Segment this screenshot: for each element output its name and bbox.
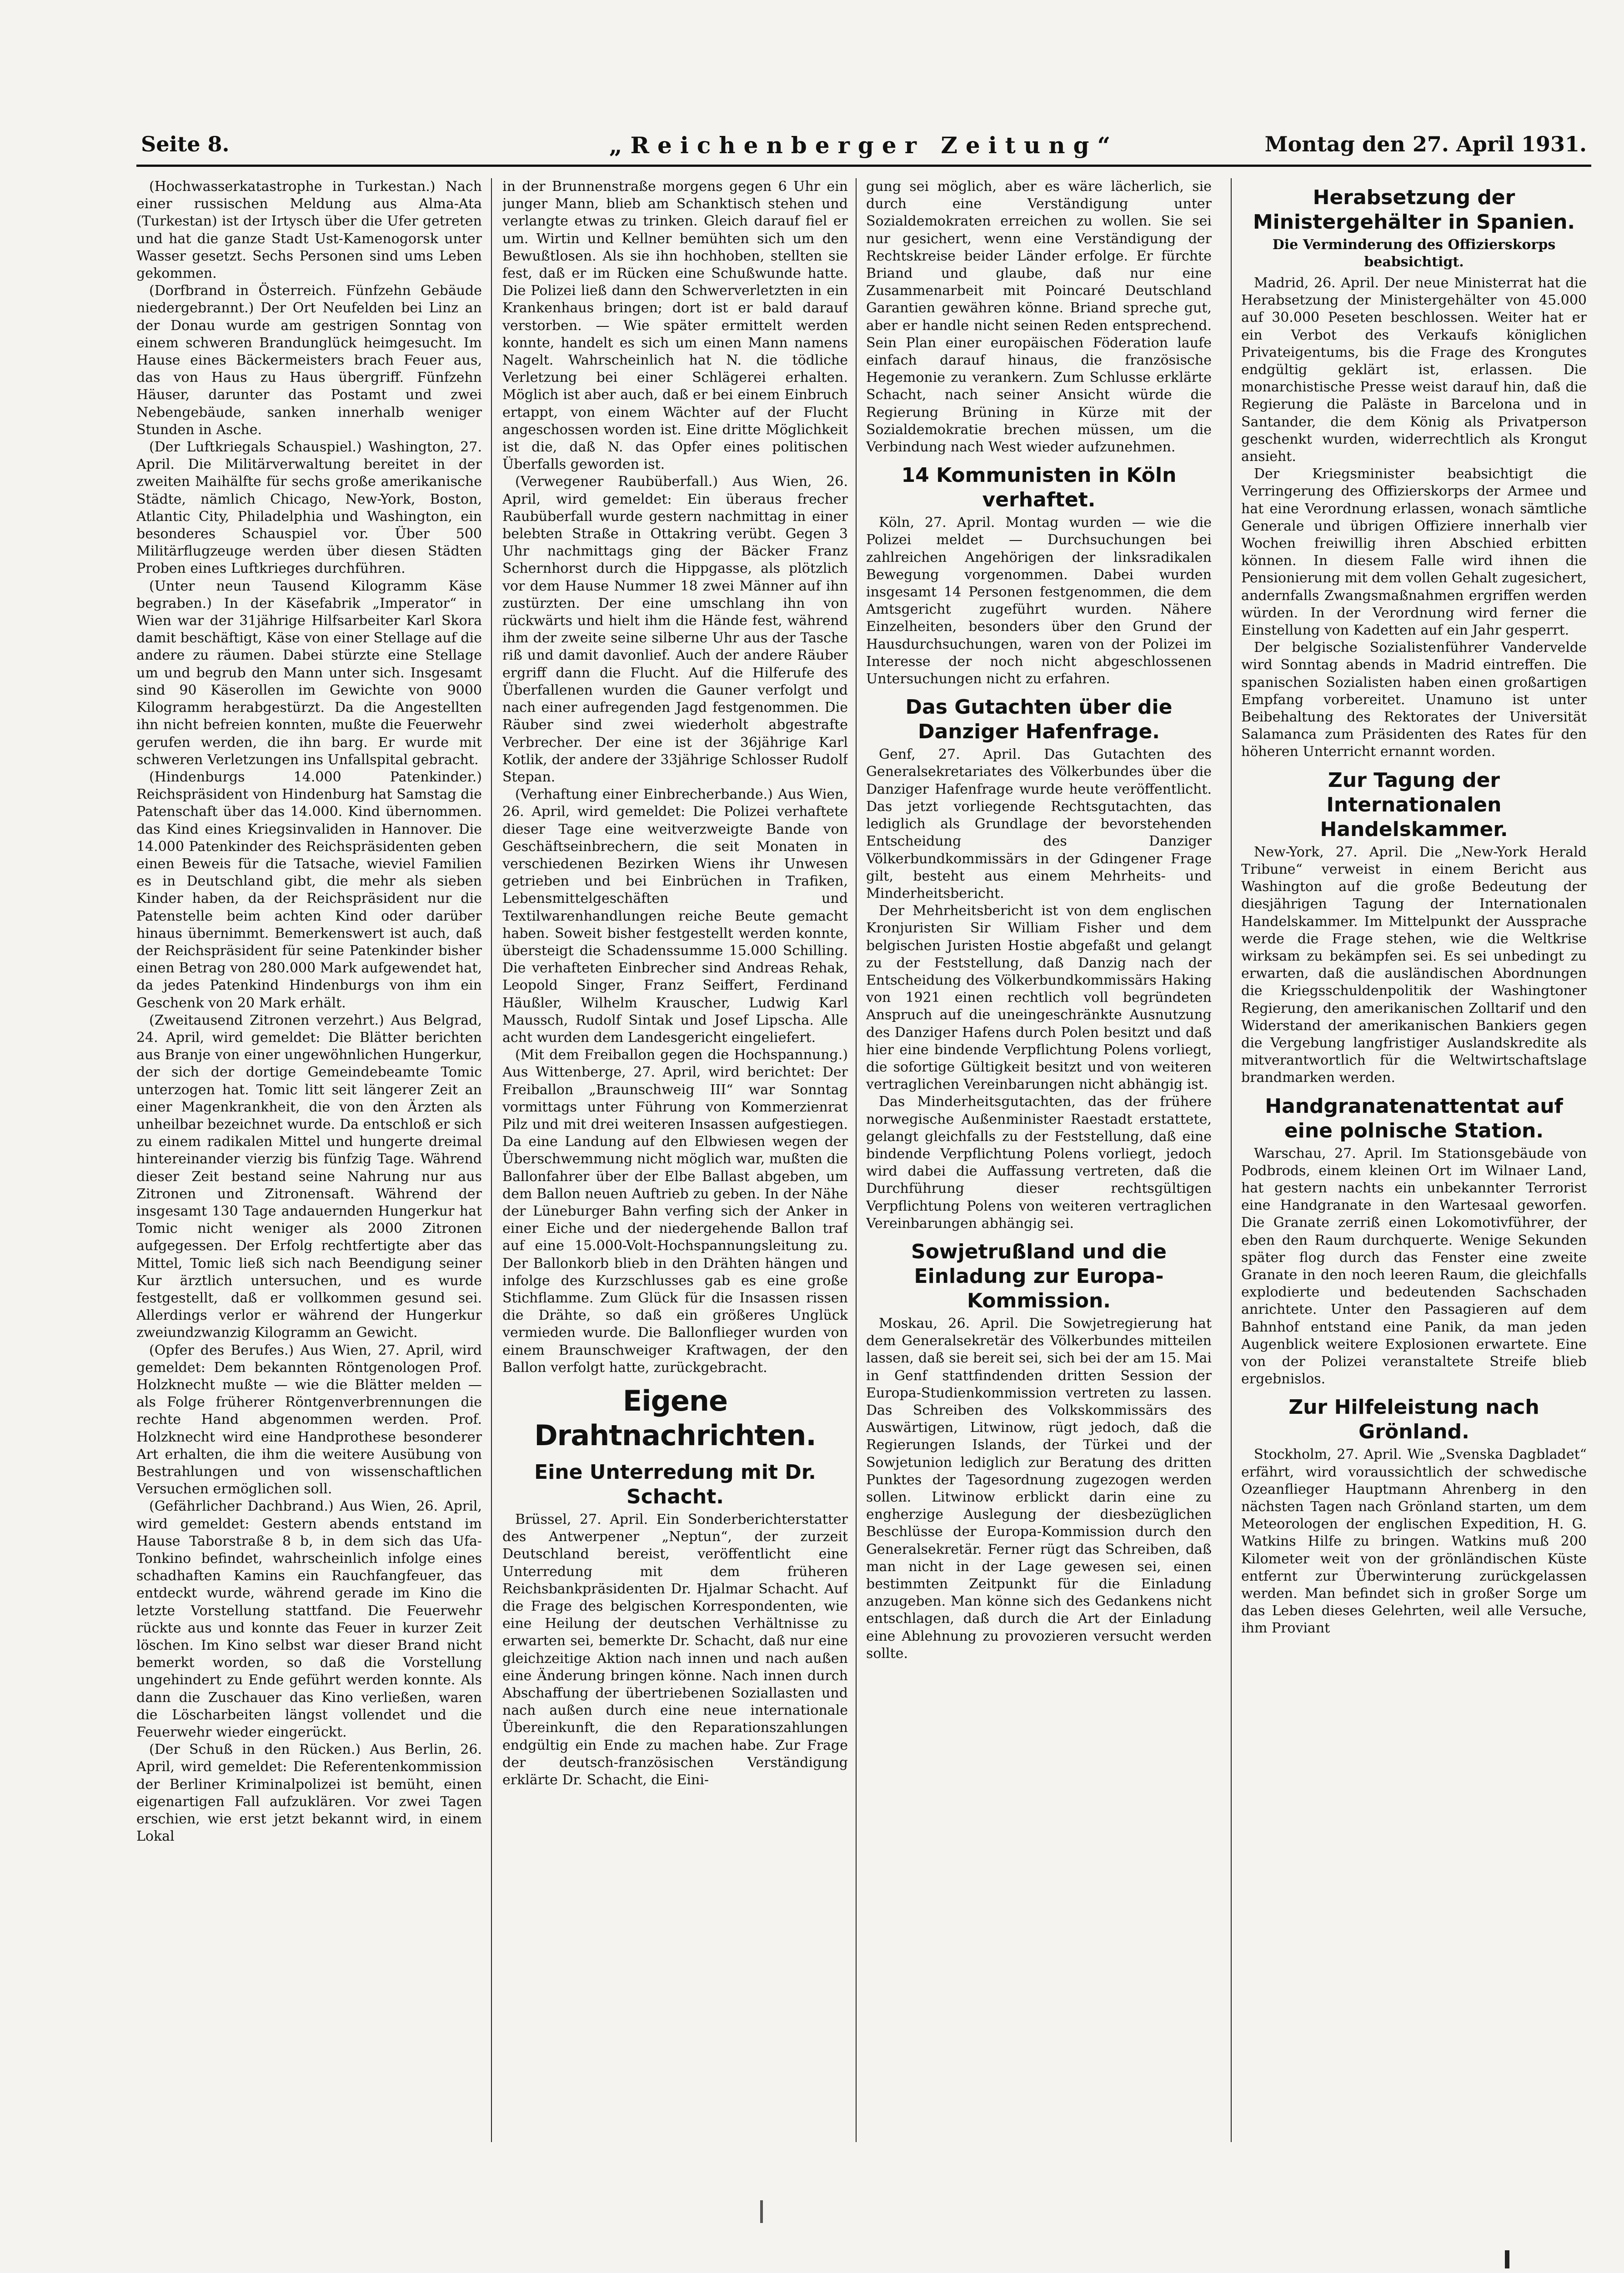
article-paragraph: Moskau, 26. April. Die Sowjetregierung hat dem Generalsekretär des Völkerbundes mitteilen lassen, daß sie bereit sei, sich bei der am 15. Mai in Genf stattfindenden dritten Session der Europa-Studienkommission vertreten zu lassen. Das Schreiben des Volkskommissärs des Auswärtigen, Litwinow, rügt jedoch, daß die Regierungen Islands, der Türkei und der Sowjetunion lediglich zur Beratung des dritten Punktes der Tagesordnung zugezogen werden sollen. Litwinow erblickt darin eine zu engherzige Auslegung der diesbezüglichen Beschlüsse der Europa-Kommission durch den Generalsekretär. Ferner rügt das Schreiben, daß man nicht in der Lage gewesen sei, einen bestimmten Zeitpunkt für die Einladung anzugeben. Man könne sich des Gedankens nicht entschlagen, daß durch die Art der Einladung eine Ablehnung zu provozieren versucht werden sollte.: [866, 1315, 1212, 1662]
header-rule: [136, 165, 1591, 167]
article-paragraph: (Hindenburgs 14.000 Patenkinder.) Reichspräsident von Hindenburg hat Samstag die Patenschaft über das 14.000. Kind übernommen. das Kind eines Kriegsinvaliden in Hannover. Die 14.000 Patenkinder des Reichspräsidenten geben einen Beweis für die Tatsache, wieviel Familien es in Deutschland gibt, die mehr als sieben Kinder haben, da der Reichspräsident nur die Patenstelle beim achten Kind oder darüber hinaus übernimmt. Bemerkenswert ist auch, daß der Reichspräsident für seine Patenkinder bisher einen Betrag von 280.000 Mark aufgewendet hat, da jedes Patenkind Hindenburgs von ihm ein Geschenk von 20 Mark erhält.: [136, 769, 482, 1011]
article-paragraph: (Unter neun Tausend Kilogramm Käse begraben.) In der Käsefabrik „Imperator“ in Wien war der 31jährige Hilfsarbeiter Karl Skora damit beschäftigt, Käse von einer Stellage auf die andere zu räumen. Dabei stürzte eine Stellage um und begrub den Mann unter sich. Insgesamt sind 90 Käserollen im Gewichte von 9000 Kilogramm herabgestürzt. Da die Angestellten ihn nicht befreien konnten, mußte die Feuerwehr gerufen werden, die ihn barg. Er wurde mit schweren Verletzungen ins Unfallspital gebracht.: [136, 578, 482, 768]
article-paragraph: Brüssel, 27. April. Ein Sonderberichterstatter des Antwerpener „Neptun“, der zurzeit Deutschland bereist, veröffentlicht eine Unterredung mit dem früheren Reichsbankpräsidenten Dr. Hjalmar Schacht. Auf die Frage des belgischen Korrespondenten, wie eine Heilung der deutschen Verhältnisse zu erwarten sei, bemerkte Dr. Schacht, daß nur eine gleichzeitige Aktion nach innen und nach außen eine Änderung bringen könne. Nach innen durch Abschaffung der übertriebenen Soziallasten und nach außen durch eine neue internationale Übereinkunft, die den Reparationszahlungen endgültig ein Ende zu machen habe. Zur Frage der deutsch-französischen Verständigung erklärte Dr. Schacht, die Eini-: [502, 1512, 848, 1788]
column-2: [502, 178, 848, 2142]
scan-artifact: [1505, 2250, 1509, 2268]
article-paragraph: Köln, 27. April. Montag wurden — wie die Polizei meldet — Durchsuchungen bei zahlreichen Angehörigen der linksradikalen Bewegung vorgenommen. Dabei wurden insgesamt 14 Personen festgenommen, die dem Amtsgericht zugeführt wurden. Nähere Einzelheiten, besonders über den Grund der Hausdurchsuchungen, waren von der Polizei im Interesse der noch nicht abgeschlossenen Untersuchungen nicht zu erfahren.: [866, 515, 1212, 687]
issue-date: Montag den 27. April 1931.: [1264, 132, 1587, 156]
article-paragraph: Madrid, 26. April. Der neue Ministerrat hat die Herabsetzung der Ministergehälter von 45.000 auf 30.000 Peseten beschlossen. Weiter hat er ein Verbot des Verkaufs königlichen Privateigentums, bis die Frage des Krongutes endgültig geklärt ist, erlassen. Die monarchistische Presse weist darauf hin, daß die Regierung die Paläste in Barcelona und in Santander, die dem König als Privatperson geschenkt wurden, widerrechtlich als Krongut ansieht.: [1241, 275, 1587, 465]
article-paragraph: (Der Schuß in den Rücken.) Aus Berlin, 26. April, wird gemeldet: Die Referentenkommission der Berliner Kriminalpolizei ist bemüht, einen eigenartigen Fall aufzuklären. Vor zwei Tagen erschien, wie erst jetzt bekannt wird, in einem Lokal: [136, 1742, 482, 1845]
article-paragraph: Genf, 27. April. Das Gutachten des Generalsekretariates des Völkerbundes über die Danziger Hafenfrage wurde heute veröffentlicht. Das jetzt vorliegende Rechtsgutachten, das lediglich als Grundlage der bevorstehenden Entscheidung des Danziger Völkerbundkommissärs in der Gdingener Frage gilt, besteht aus einem Mehrheits- und Minderheitsbericht.: [866, 746, 1212, 901]
article-headline: Eine Unterredung mit Dr. Schacht.: [534, 1461, 816, 1509]
page-number: Seite 8.: [141, 132, 230, 156]
article-headline: Zur Tagung der Internationalen Handelskammer.: [1320, 768, 1508, 841]
column-4: [1241, 178, 1587, 2142]
section-heading: Eigene Drahtnachrichten.: [534, 1384, 816, 1452]
article-paragraph: (Gefährlicher Dachbrand.) Aus Wien, 26. April, wird gemeldet: Gestern abends entstand im Hause Taborstraße 8 b, in dem sich das Ufa-Tonkino befindet, wahrscheinlich infolge eines schadhaften Kamins ein Rauchfangfeuer, das entdeckt wurde, während gerade im Kino die letzte Vorstellung stattfand. Die Feuerwehr rückte aus und konnte das Feuer in kurzer Zeit löschen. Im Kino selbst war dieser Brand nicht bemerkt worden, so daß die Vorstellung ungehindert zu Ende geführt werden konnte. Als dann die Zuschauer das Kino verließen, waren die Löscharbeiten längst vollendet und die Feuerwehr wieder eingerückt.: [136, 1498, 482, 1741]
column-divider: [1231, 178, 1232, 2142]
article-headline: Sowjetrußland und die Einladung zur Europa-Kommission.: [911, 1240, 1167, 1312]
column-1: [136, 178, 482, 2142]
article-paragraph: Der Mehrheitsbericht ist von dem englischen Kronjuristen Sir William Fisher und dem belgischen Juristen Hostie abgefaßt und gelangt zu der Feststellung, daß Danzig nach der Entscheidung des Völkerbundkommissärs Haking von 1921 einen rechtlich voll begründeten Anspruch auf die uneingeschränkte Ausnutzung des Danziger Hafens durch Polen besitzt und daß hier eine bindende Verpflichtung Polens vorliegt, die sofortige Gültigkeit besitzt und von weiteren vertraglichen Vereinbarungen nicht abhängig ist.: [866, 903, 1212, 1093]
article-headline: 14 Kommunisten in Köln verhaftet.: [901, 464, 1177, 512]
article-paragraph: (Der Luftkriegals Schauspiel.) Washington, 27. April. Die Militärverwaltung bereitet in der zweiten Maihälfte für sechs große amerikanische Städte, nämlich Chicago, New-York, Boston, Atlantic City, Philadelphia und Washington, ein besonderes Schauspiel vor. Über 500 Militärflugzeuge werden über diesen Städten Proben eines Luftkrieges durchführen.: [136, 439, 482, 577]
article-paragraph: (Zweitausend Zitronen verzehrt.) Aus Belgrad, 24. April, wird gemeldet: Die Blätter berichten aus Branje von einer ungewöhnlichen Hungerkur, der sich der dortige Gemeindebeamte Tomic unterzogen hat. Tomic litt seit längerer Zeit an einer Magenkrankheit, die von den Ärzten als unheilbar bezeichnet wurde. Da entschloß er sich zu einem radikalen Mittel und hungerte dreimal hintereinander vierzig bis fünfzig Tage. Während dieser Zeit bestand seine Nahrung nur aus Zitronen und Zitronensaft. Während der insgesamt 130 Tage andauernden Hungerkur hat Tomic nicht weniger als 2000 Zitronen aufgegessen. Der Erfolg rechtfertigte aber das Mittel, Tomic ließ sich nach Beendigung seiner Kur ärztlich untersuchen, und es wurde festgestellt, daß er vollkommen gesund sei. Allerdings verlor er während der Hungerkur zweiundzwanzig Kilogramm an Gewicht.: [136, 1012, 482, 1341]
article-headline: Zur Hilfeleistung nach Grönland.: [1288, 1396, 1539, 1444]
column-divider: [491, 178, 492, 2142]
article-paragraph: (Verwegener Raubüberfall.) Aus Wien, 26. April, wird gemeldet: Ein überaus frecher Raubüberfall wurde gestern nachmittag in einer belebten Straße in Ottakring verübt. Gegen 3 Uhr nachmittags ging der Bäcker Franz Schernhorst durch die Hippgasse, als plötzlich vor dem Hause Nummer 18 zwei Männer auf ihn zustürzten. Der eine umschlang ihn von rückwärts und hielt ihm die Hände fest, während ihm der zweite seine silberne Uhr aus der Tasche riß und damit davonlief. Auch der andere Räuber ergriff dann die Flucht. Auf die Hilferufe des Überfallenen wurden die Gauner verfolgt und nach einer aufregenden Jagd festgenommen. Die Räuber sind zwei wiederholt abgestrafte Verbrecher. Der eine ist der 36jährige Karl Kotlik, der andere der 33jährige Schlosser Rudolf Stepan.: [502, 474, 848, 785]
article-headline: Das Gutachten über die Danziger Hafenfrage.: [905, 696, 1173, 744]
article-paragraph: New-York, 27. April. Die „New-York Herald Tribune“ verweist in einem Bericht aus Washington auf die große Bedeutung der diesjährigen Tagung der Internationalen Handelskammer. Im Mittelpunkt der Aussprache werde die Frage stehen, wie die Weltkrise wirksam zu bekämpfen sei. Es sei unbedingt zu erwarten, daß die ausländischen Abordnungen die Kriegsschuldenpolitik der Washingtoner Regierung, den amerikanischen Zolltarif und den Widerstand der amerikanischen Bankiers gegen die Vergebung langfristiger Auslandskredite als mitverantwortlich für die Weltwirtschaftslage brandmarken werden.: [1241, 844, 1587, 1086]
article-headline: Handgranatenattentat auf eine polnische Station.: [1265, 1094, 1563, 1142]
article-paragraph: Der Kriegsminister beabsichtigt die Verringerung des Offizierskorps der Armee und hat eine Verordnung erlassen, wonach sämtliche Generale und übrigen Offiziere innerhalb vier Wochen freiwillig ihren Abschied erbitten können. In diesem Falle wird ihnen die Pensionierung mit dem vollen Gehalt zugesichert, andernfalls Zwangsmaßnahmen ergriffen werden würden. In der Verordnung wird ferner die Einstellung von Kadetten auf ein Jahr gesperrt.: [1241, 466, 1587, 639]
column-3: [866, 178, 1212, 2142]
article-paragraph: (Mit dem Freiballon gegen die Hochspannung.) Aus Wittenberge, 27. April, wird berichtet: Der Freiballon „Braunschweig III“ war Sonntag vormittags unter Führung von Kommerzienrat Pilz und mit drei weiteren Insassen aufgestiegen. Da eine Landung auf den Elbwiesen wegen der Überschwemmung nicht möglich war, mußten die Ballonfahrer über der Elbe Ballast abgeben, um dem Ballon neuen Auftrieb zu geben. In der Nähe der Lüneburger Bahn verfing sich der Anker in einer Eiche und der niedergehende Ballon traf auf eine 15.000-Volt-Hochspannungsleitung zu. Der Ballonkorb blieb in den Drähten hängen und infolge des Kurzschlusses gab es eine große Stichflamme. Zum Glück für die Insassen rissen die Drähte, so daß ein größeres Unglück vermieden wurde. Die Ballonflieger wurden von einem Braunschweiger Kraftwagen, der den Ballon verfolgt hatte, zurückgebracht.: [502, 1047, 848, 1376]
article-paragraph: in der Brunnenstraße morgens gegen 6 Uhr ein junger Mann, blieb am Schanktisch stehen und verlangte etwas zu trinken. Gleich darauf fiel er um. Wirtin und Kellner bemühten sich um den Bewußtlosen. Als sie ihn hochhoben, stellten sie fest, daß er im Rücken eine Schußwunde hatte. Die Polizei ließ dann den Schwerverletzten in ein Krankenhaus bringen; dort ist er bald darauf verstorben. — Wie später ermittelt werden konnte, handelt es sich um einen Mann namens Nagelt. Wahrscheinlich hat N. die tödliche Verletzung bei einer Schlägerei erhalten. Möglich ist aber auch, daß er bei einem Einbruch ertappt, von einem Wächter auf der Flucht angeschossen worden ist. Eine dritte Möglichkeit ist die, daß N. das Opfer eines politischen Überfalls geworden ist.: [502, 179, 848, 473]
article-paragraph: (Opfer des Berufes.) Aus Wien, 27. April, wird gemeldet: Dem bekannten Röntgenologen Prof. Holzknecht mußte — wie die Blätter melden — als Folge früherer Röntgenverbrennungen die rechte Hand abgenommen werden. Prof. Holzknecht wird eine Handprothese besonderer Art erhalten, die ihm die weitere Ausübung von Bestrahlungen und von wissenschaftlichen Versuchen ermöglichen soll.: [136, 1342, 482, 1497]
scan-artifact: [760, 2200, 763, 2223]
article-paragraph: Der belgische Sozialistenführer Vandervelde wird Sonntag abends in Madrid eintreffen. Die spanischen Sozialisten haben einen großartigen Empfang vorbereitet. Unamuno ist unter Beibehaltung des Rektorates der Universität Salamanca zum Präsidenten des Rates für den höheren Unterricht ernannt worden.: [1241, 640, 1587, 760]
column-divider: [856, 178, 857, 2142]
article-paragraph: Das Minderheitsgutachten, das der frühere norwegische Außenminister Raestadt erstattete, gelangt gleichfalls zu der Feststellung, daß eine bindende Verpflichtung Polens vorliegt, jedoch wird dabei die Auffassung vertreten, daß die Durchführung dieser rechtsgültigen Verpflichtung Polens von weiteren vertraglichen Vereinbarungen abhängig sei.: [866, 1094, 1212, 1232]
article-paragraph: Stockholm, 27. April. Wie „Svenska Dagbladet“ erfährt, wird voraussichtlich der schwedische Ozeanflieger Hauptmann Ahrenberg in den nächsten Tagen nach Grönland starten, um dem Meteorologen der englischen Expedition, H. G. Watkins Hilfe zu bringen. Watkins muß 200 Kilometer weit von der grönländischen Küste entfernt zur Überwinterung zurückgelassen werden. Man befindet sich in großer Sorge um das Leben dieses Gelehrten, weil alle Versuche, ihm Proviant: [1241, 1447, 1587, 1637]
article-paragraph: (Verhaftung einer Einbrecherbande.) Aus Wien, 26. April, wird gemeldet: Die Polizei verhaftete dieser Tage eine weitverzweigte Bande von Geschäftseinbrechern, die seit Monaten in verschiedenen Bezirken Wiens ihr Unwesen getrieben und bei Einbrüchen in Trafiken, Lebensmittelgeschäften und Textilwarenhandlungen reiche Beute gemacht haben. Soweit bisher festgestellt werden konnte, übersteigt die Schadenssumme 15.000 Schilling. Die verhafteten Einbrecher sind Andreas Rehak, Leopold Singer, Franz Seiffert, Ferdinand Häußler, Wilhelm Krauscher, Ludwig Karl Maussch, Rudolf Sintak und Josef Lipscha. Alle acht wurden dem Landesgericht eingeliefert.: [502, 786, 848, 1046]
page-header: [141, 132, 1587, 159]
article-paragraph: (Dorfbrand in Österreich. Fünfzehn Gebäude niedergebrannt.) Der Ort Neufelden bei Linz an der Donau wurde am gestrigen Sonntag von einem schweren Brandunglück heimgesucht. Im Hause eines Bäckermeisters brach Feuer aus, das von Haus zu Haus übergriff. Fünfzehn Häuser, darunter das Postamt und zwei Nebengebäude, sanken innerhalb weniger Stunden in Asche.: [136, 283, 482, 438]
article-paragraph: gung sei möglich, aber es wäre lächerlich, sie durch eine Verständigung unter Sozialdemokraten erreichen zu wollen. Sie sei nur gesichert, wenn eine Verständigung der Rechtskreise beider Länder erfolge. Er fürchte Briand und glaube, daß nur eine Zusammenarbeit mit Poincaré Deutschland Garantien gewähren könne. Briand spreche gut, aber er handle nicht seinen Reden entsprechend. Sein Plan einer europäischen Föderation laufe einfach darauf hinaus, die französische Hegemonie zu verankern. Zum Schlusse erklärte Schacht, nach seiner Ansicht würde die Regierung Brüning in Kürze mit der Sozialdemokratie brechen müssen, um die Verbindung nach West wieder aufzunehmen.: [866, 179, 1212, 456]
article-paragraph: (Hochwasserkatastrophe in Turkestan.) Nach einer russischen Meldung aus Alma-Ata (Turkestan) ist der Irtysch über die Ufer getreten und hat die ganze Stadt Ust-Kamenogorsk unter Wasser gesetzt. Sechs Personen sind ums Leben gekommen.: [136, 179, 482, 282]
masthead: „Reichenberger Zeitung“: [609, 132, 1119, 159]
article-headline: Herabsetzung der Ministergehälter in Spanien.: [1253, 186, 1575, 234]
article-paragraph: Warschau, 27. April. Im Stationsgebäude von Podbrods, einem kleinen Ort im Wilnaer Land, hat gestern nachts ein unbekannter Terrorist eine Handgranate in den Wartesaal geworfen. Die Granate zerriß einen Lokomotivführer, der eben den Raum durchquerte. Wenige Sekunden später flog durch das Fenster eine zweite Granate in den noch leeren Raum, die gleichfalls explodierte und bedeutenden Sachschaden anrichtete. Unter den Passagieren auf dem Bahnhof entstand eine Panik, da man jeden Augenblick weitere Explosionen erwartete. Eine von der Polizei veranstaltete Streife blieb ergebnislos.: [1241, 1145, 1587, 1387]
article-subheadline: Die Verminderung des Offizierskorps beabsichtigt.: [1272, 237, 1556, 270]
